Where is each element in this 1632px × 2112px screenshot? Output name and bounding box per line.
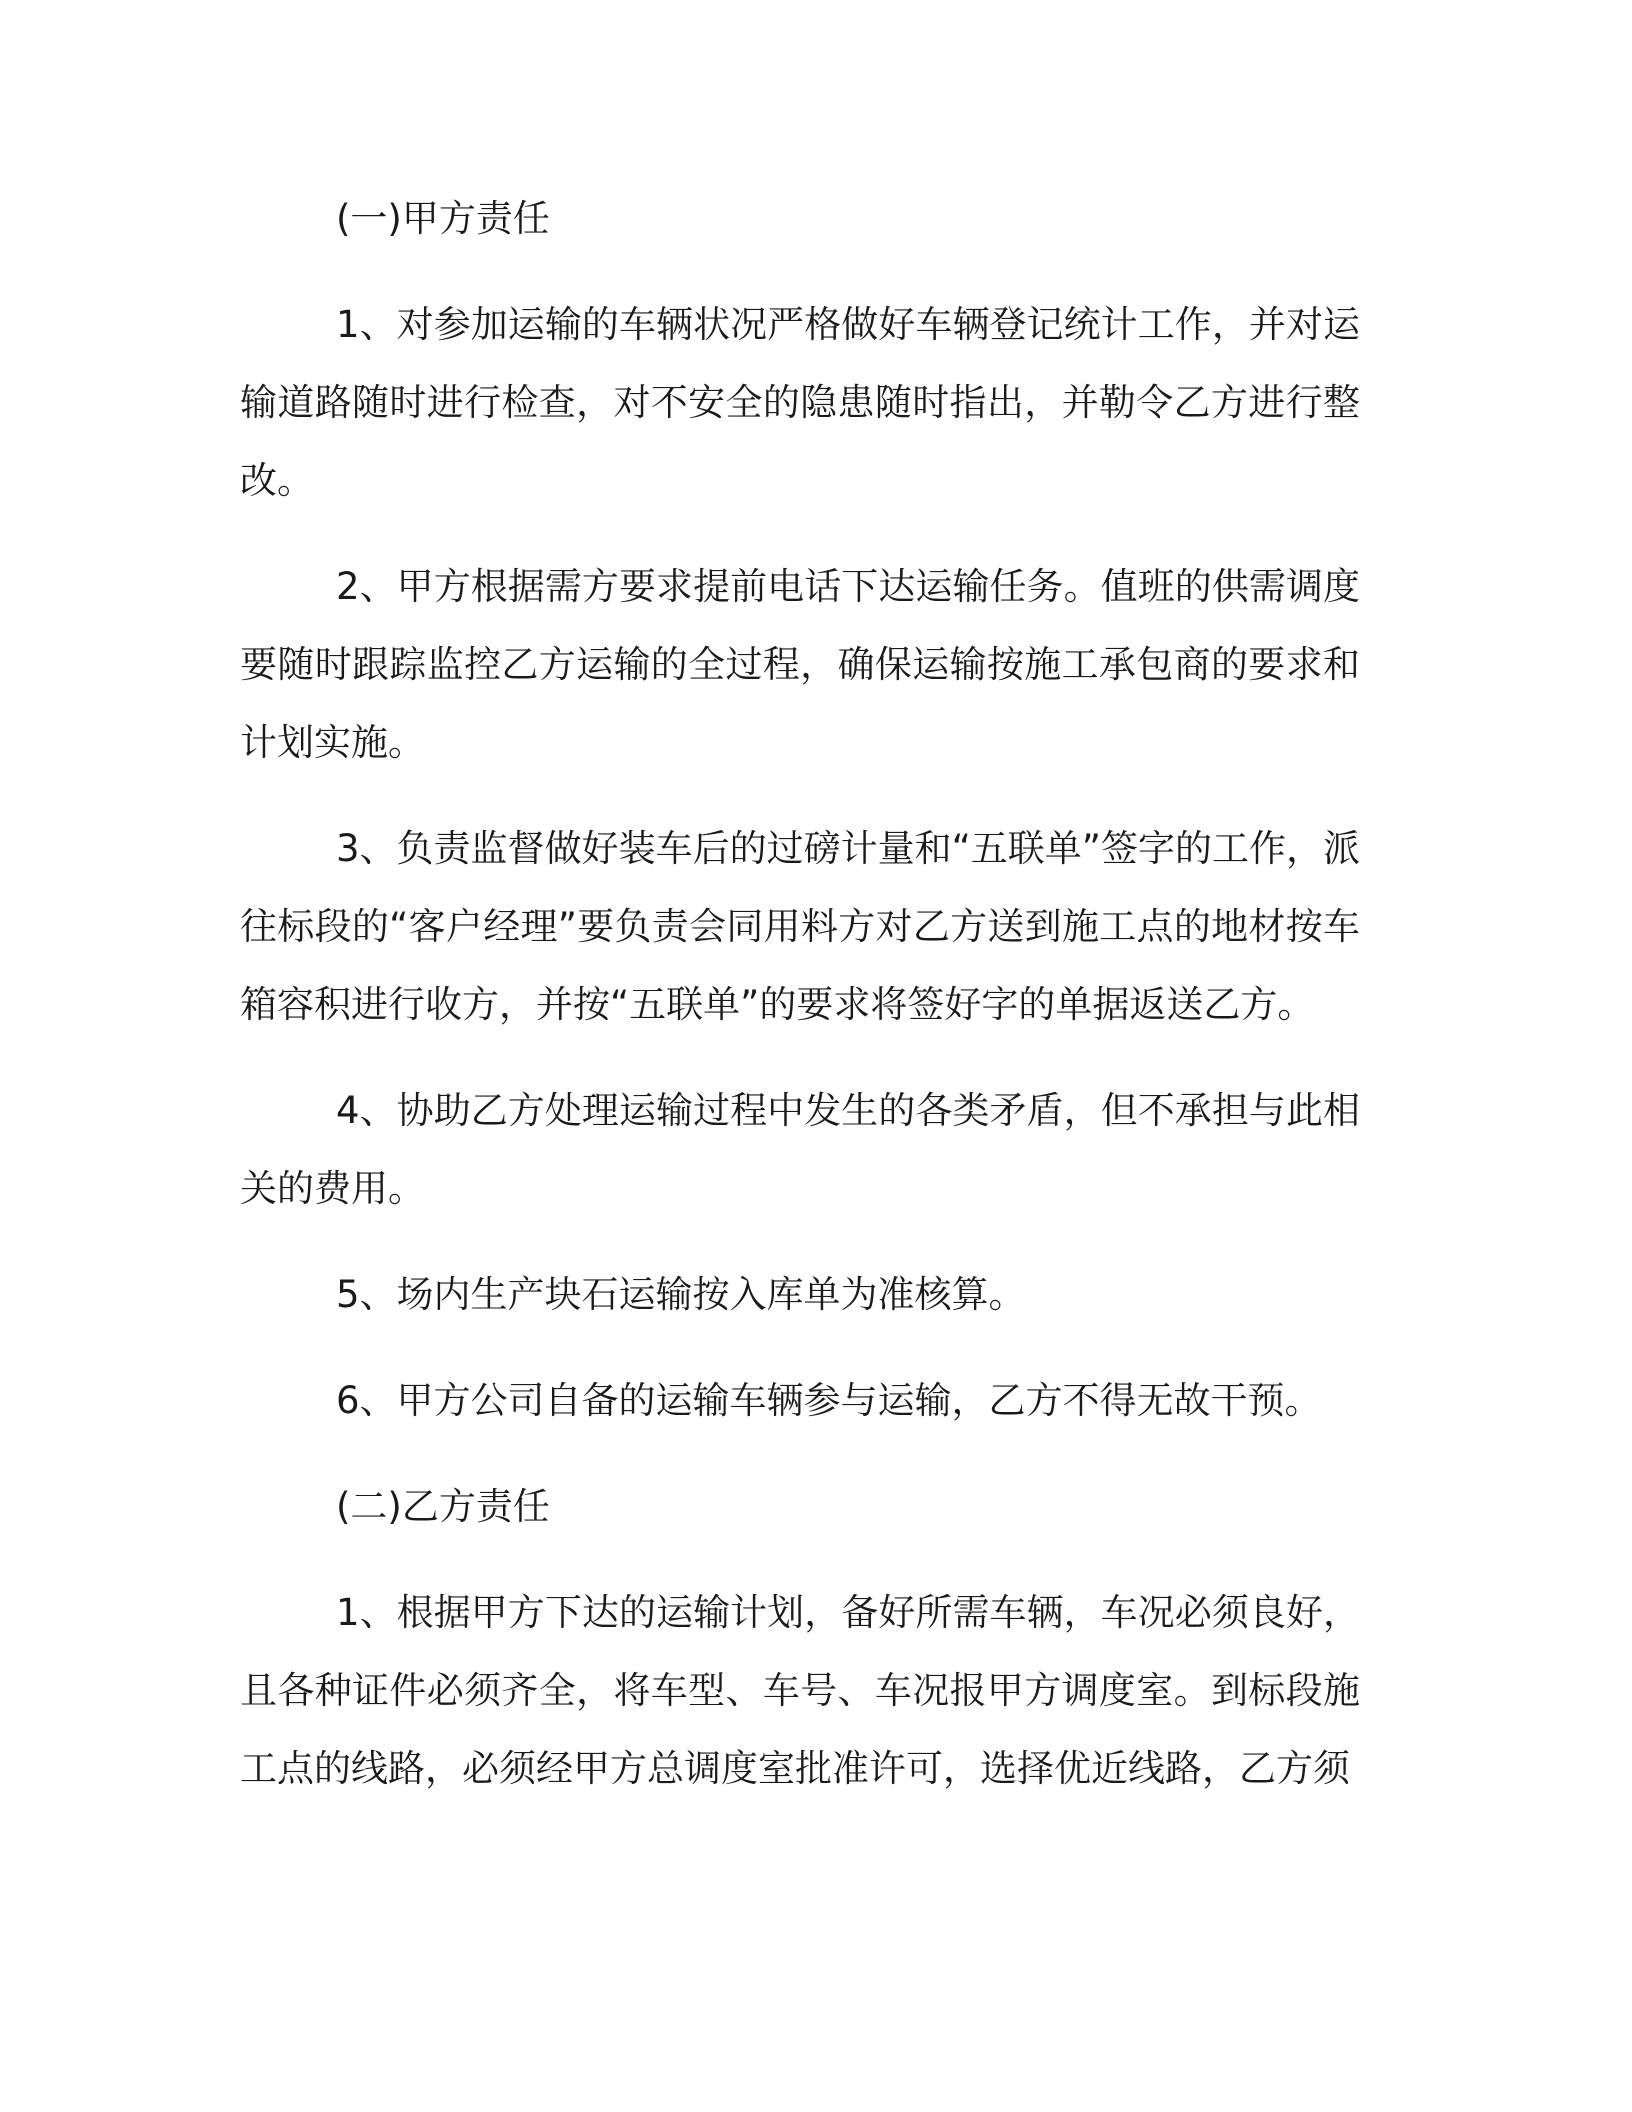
paragraph-a6: 6、甲方公司自备的运输车辆参与运输，乙方不得无故干预。 — [336, 1379, 1322, 1422]
paragraph-b1: 1、根据甲方下达的运输计划，备好所需车辆，车况必须良好，且各种证件必须齐全，将车型、车号、车况报甲方调度室。到标段施工点的线路，必须经甲方总调度室批准许可，选择优近线路，乙方须 — [240, 1591, 1360, 1790]
section-heading-party-b: (二)乙方责任 — [336, 1485, 550, 1528]
paragraph-a2: 2、甲方根据需方要求提前电话下达运输任务。值班的供需调度要随时跟踪监控乙方运输的全过程，确保运输按施工承包商的要求和计划实施。 — [240, 565, 1360, 764]
paragraph-a3: 3、负责监督做好装车后的过磅计量和“五联单”签字的工作，派往标段的“客户经理”要负责会同用料方对乙方送到施工点的地材按车箱容积进行收方，并按“五联单”的要求将签好字的单据返送乙方。 — [240, 827, 1360, 1026]
paragraph-a1: 1、对参加运输的车辆状况严格做好车辆登记统计工作，并对运输道路随时进行检查，对不安全的隐患随时指出，并勒令乙方进行整改。 — [240, 303, 1360, 502]
document-body — [240, 180, 1360, 1836]
paragraph-a4: 4、协助乙方处理运输过程中发生的各类矛盾，但不承担与此相关的费用。 — [240, 1089, 1360, 1210]
section-heading-party-a: (一)甲方责任 — [336, 197, 550, 240]
paragraph-a5: 5、场内生产块石运输按入库单为准核算。 — [336, 1273, 1026, 1316]
